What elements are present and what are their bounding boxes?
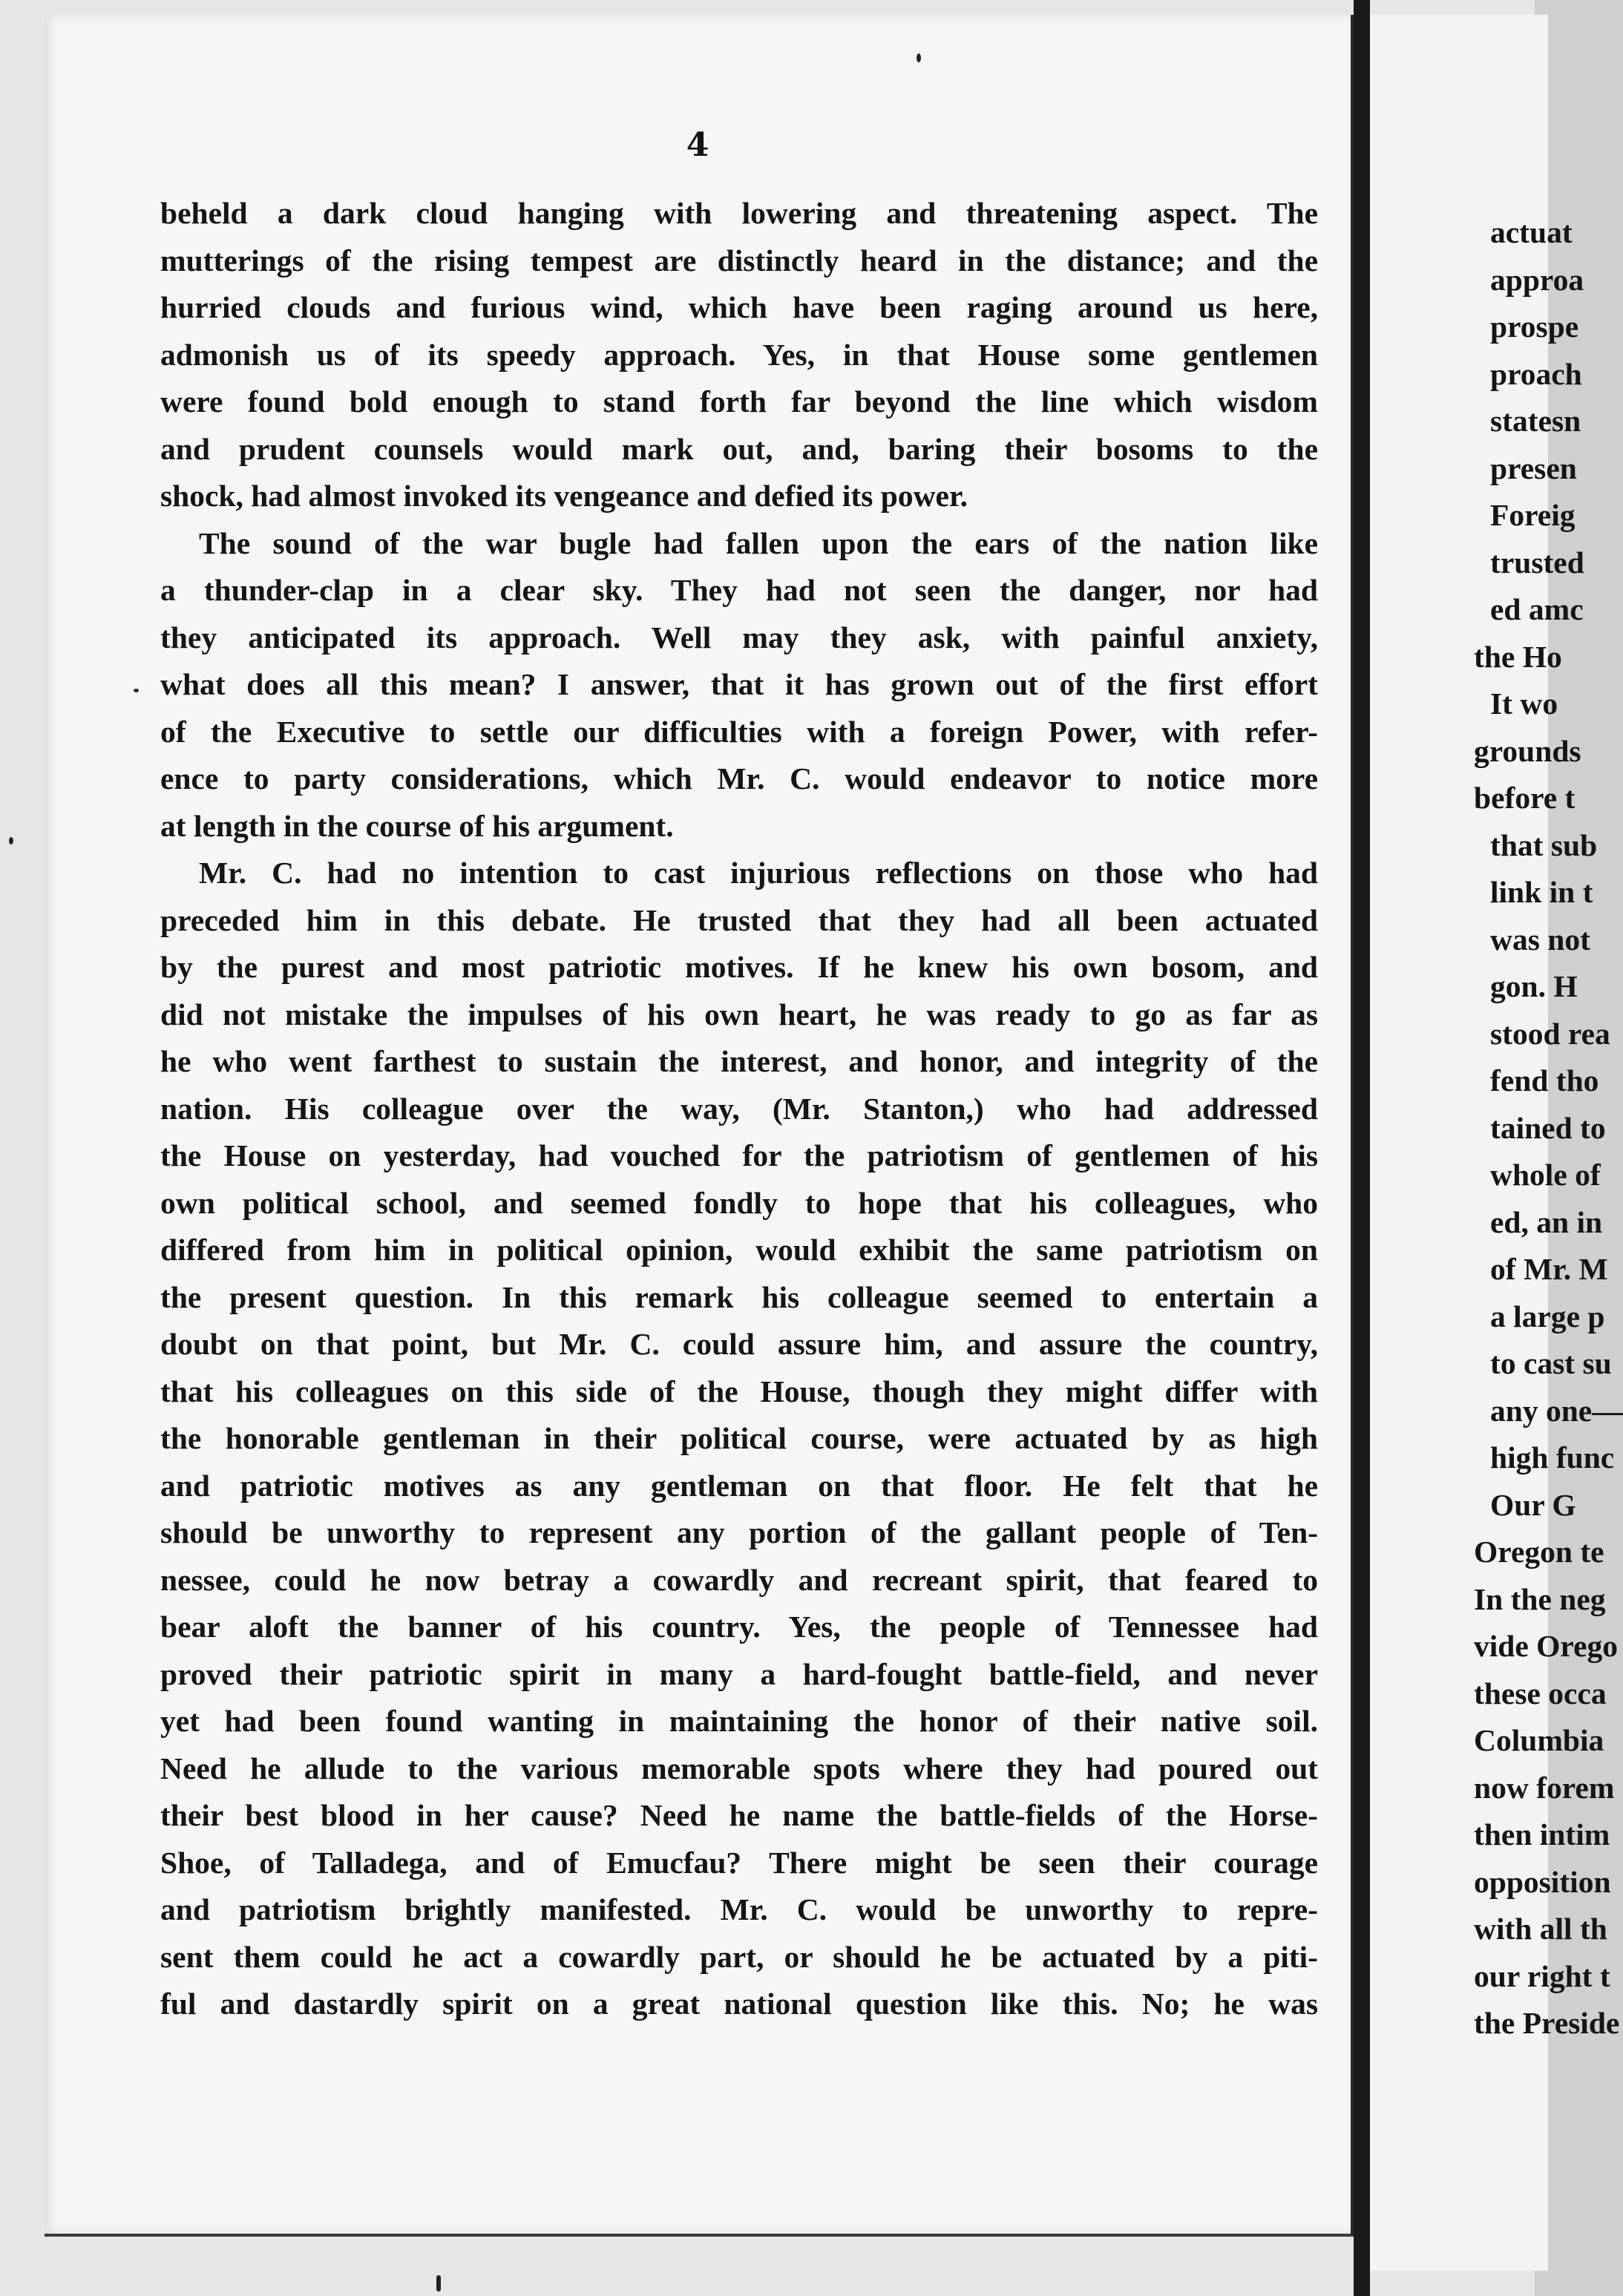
fragment-line: the Ho bbox=[1474, 639, 1562, 674]
text-line: at length in the course of his argument. bbox=[160, 808, 674, 843]
fragment-line: tained to bbox=[1490, 1110, 1606, 1145]
text-line: bear aloft the banner of his country. Yes, the people of Tennessee had bbox=[160, 1610, 1318, 1644]
text-line: and patriotic motives as any gentleman on that floor. He felt that he bbox=[160, 1468, 1318, 1503]
fragment-line: trusted bbox=[1490, 545, 1584, 580]
text-line: and patriotism brightly manifested. Mr. C. would be unworthy to repre- bbox=[160, 1892, 1318, 1926]
ink-speck bbox=[9, 837, 13, 844]
text-line: nessee, could he now betray a cowardly and recreant spirit, that feared to bbox=[160, 1562, 1318, 1597]
text-line: nation. His colleague over the way, (Mr. Stanton,) who had addressed bbox=[160, 1091, 1318, 1126]
fragment-line: In the neg bbox=[1474, 1581, 1606, 1616]
fragment-line: presen bbox=[1490, 450, 1577, 485]
text-line: what does all this mean? I answer, that it has grown out of the first effort bbox=[160, 667, 1318, 701]
fragment-line: ed, an in bbox=[1490, 1204, 1603, 1239]
fragment-line: vide Orego bbox=[1474, 1629, 1619, 1663]
text-line: mutterings of the rising tempest are distinctly heard in the distance; and the bbox=[160, 243, 1318, 278]
right-page-fragment bbox=[1370, 15, 1623, 2271]
text-line: the House on yesterday, had vouched for the patriotism of gentlemen of his bbox=[160, 1138, 1318, 1172]
text-line: were found bold enough to stand forth far beyond the line which wisdom bbox=[160, 384, 1318, 419]
left-page bbox=[45, 15, 1354, 2237]
text-line: own political school, and seemed fondly to hope that his colleagues, who bbox=[160, 1185, 1318, 1220]
text-line: Mr. C. had no intention to cast injurious reflections on those who had bbox=[199, 856, 1318, 890]
text-line: Shoe, of Talladega, and of Emucfau? There might be seen their courage bbox=[160, 1845, 1318, 1880]
text-line: by the purest and most patriotic motives. If he knew his own bosom, and bbox=[160, 950, 1318, 984]
fragment-line: grounds bbox=[1474, 733, 1581, 768]
fragment-line: the Preside bbox=[1474, 2006, 1620, 2040]
text-line: doubt on that point, but Mr. C. could assure him, and assure the country, bbox=[160, 1327, 1318, 1361]
ink-speck bbox=[134, 689, 139, 692]
fragment-line: of Mr. M bbox=[1490, 1252, 1608, 1286]
fragment-line: that sub bbox=[1490, 827, 1598, 862]
fragment-line: any one— bbox=[1490, 1393, 1623, 1428]
text-line: their best blood in her cause? Need he name the battle-fields of the Horse- bbox=[160, 1798, 1318, 1832]
text-line: the honorable gentleman in their political course, were actuated by as high bbox=[160, 1421, 1318, 1455]
body-text bbox=[160, 190, 1318, 2028]
text-line: and prudent counsels would mark out, and, baring their bosoms to the bbox=[160, 431, 1318, 466]
text-line: of the Executive to settle our difficulties with a foreign Power, with refer- bbox=[160, 714, 1318, 749]
fragment-line: ed amc bbox=[1490, 592, 1584, 626]
text-line: he who went farthest to sustain the interest, and honor, and integrity of the bbox=[160, 1044, 1318, 1078]
fragment-line: a large p bbox=[1490, 1299, 1605, 1334]
fragment-line: Columbia bbox=[1474, 1723, 1604, 1757]
text-line: preceded him in this debate. He trusted that they had all been actuated bbox=[160, 902, 1318, 937]
fragment-line: whole of bbox=[1490, 1158, 1601, 1192]
text-line: The sound of the war bugle had fallen upon the ears of the nation like bbox=[199, 525, 1318, 560]
text-line: Need he allude to the various memorable spots where they had poured out bbox=[160, 1751, 1318, 1785]
ink-speck bbox=[436, 2275, 441, 2292]
fragment-line: prospe bbox=[1490, 309, 1579, 344]
fragment-line: Oregon te bbox=[1474, 1535, 1604, 1569]
text-line: hurried clouds and furious wind, which have been raging around us here, bbox=[160, 290, 1318, 324]
fragment-line: actuat bbox=[1490, 215, 1573, 249]
fragment-line: to cast su bbox=[1490, 1346, 1612, 1380]
fragment-line: opposition bbox=[1474, 1864, 1611, 1899]
fragment-line: Our G bbox=[1490, 1487, 1576, 1522]
fragment-line: then intim bbox=[1474, 1817, 1610, 1851]
text-line: sent them could he act a cowardly part, or should he be actuated by a piti- bbox=[160, 1939, 1318, 1974]
fragment-line: with all th bbox=[1474, 1912, 1607, 1946]
fragment-line: before t bbox=[1474, 781, 1576, 815]
right-page-text bbox=[1452, 209, 1623, 2047]
fragment-line: these occa bbox=[1474, 1676, 1607, 1710]
text-line: proved their patriotic spirit in many a hard-fought battle-field, and never bbox=[160, 1656, 1318, 1691]
fragment-line: was not bbox=[1490, 922, 1590, 957]
fragment-line: statesn bbox=[1490, 404, 1581, 438]
text-line: should be unworthy to represent any portion of the gallant people of Ten- bbox=[160, 1515, 1318, 1549]
text-line: yet had been found wanting in maintaining the honor of their native soil. bbox=[160, 1704, 1318, 1738]
fragment-line: It wo bbox=[1490, 686, 1558, 721]
text-line: beheld a dark cloud hanging with lowering and threatening aspect. The bbox=[160, 196, 1318, 230]
text-line: shock, had almost invoked its vengeance and defied its power. bbox=[160, 479, 968, 513]
fragment-line: approa bbox=[1490, 262, 1584, 297]
fragment-line: gon. H bbox=[1490, 969, 1578, 1003]
fragment-line: high func bbox=[1490, 1440, 1615, 1475]
fragment-line: Foreig bbox=[1490, 498, 1576, 532]
text-line: ence to party considerations, which Mr. C. would endeavor to notice more bbox=[160, 761, 1318, 796]
fragment-line: fend tho bbox=[1490, 1063, 1599, 1098]
text-line: they anticipated its approach. Well may they ask, with painful anxiety, bbox=[160, 620, 1318, 655]
text-line: differed from him in political opinion, would exhibit the same patriotism on bbox=[160, 1233, 1318, 1267]
text-line: admonish us of its speedy approach. Yes, in that House some gentlemen bbox=[160, 337, 1318, 372]
text-line: that his colleagues on this side of the House, though they might differ with bbox=[160, 1374, 1318, 1408]
text-line: a thunder-clap in a clear sky. They had not seen the danger, nor had bbox=[160, 573, 1318, 607]
fragment-line: link in t bbox=[1490, 875, 1593, 909]
fragment-line: stood rea bbox=[1490, 1016, 1610, 1051]
fragment-line: our right t bbox=[1474, 1958, 1610, 1993]
fragment-line: proach bbox=[1490, 356, 1582, 391]
page-gutter bbox=[1354, 0, 1370, 2296]
text-line: ful and dastardly spirit on a great national question like this. No; he was bbox=[160, 1987, 1318, 2021]
text-line: the present question. In this remark his colleague seemed to entertain a bbox=[160, 1279, 1318, 1314]
page-number: 4 bbox=[686, 126, 709, 164]
text-line: did not mistake the impulses of his own heart, he was ready to go as far as bbox=[160, 997, 1318, 1031]
ink-speck bbox=[917, 53, 921, 62]
fragment-line: now forem bbox=[1474, 1770, 1615, 1805]
